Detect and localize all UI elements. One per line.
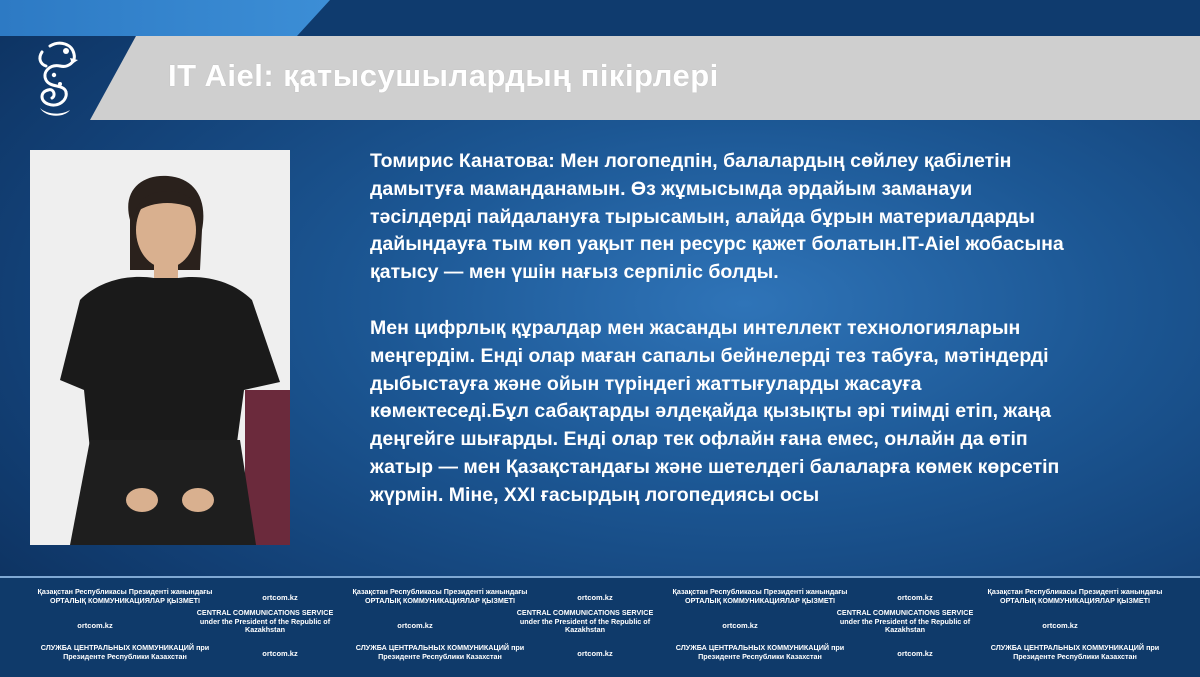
footer-url: ortcom.kz: [262, 649, 298, 658]
footer-kz-label: Қазақстан Республикасы Президенті жанындағы ОРТАЛЫҚ КОММУНИКАЦИЯЛАР ҚЫЗМЕТІ: [37, 587, 213, 605]
footer-kz-label: Қазақстан Республикасы Президенті жанындағы ОРТАЛЫҚ КОММУНИКАЦИЯЛАР ҚЫЗМЕТІ: [672, 587, 848, 605]
footer-url: ortcom.kz: [897, 593, 933, 602]
footer-url: ortcom.kz: [577, 649, 613, 658]
corner-accent: [0, 0, 330, 36]
footer-url: ortcom.kz: [397, 621, 433, 630]
footer-en-label: CENTRAL COMMUNICATIONS SERVICE under the President of the Republic of Kazakhstan: [516, 608, 654, 634]
footer-url: ortcom.kz: [77, 621, 113, 630]
footer-url: ortcom.kz: [722, 621, 758, 630]
footer-en-label: CENTRAL COMMUNICATIONS SERVICE under the President of the Republic of Kazakhstan: [196, 608, 334, 634]
footer-ru-label: СЛУЖБА ЦЕНТРАЛЬНЫХ КОММУНИКАЦИЙ при Президенте Республики Казахстан: [990, 643, 1160, 661]
snow-leopard-logo-icon: [30, 38, 82, 118]
footer-ru-label: СЛУЖБА ЦЕНТРАЛЬНЫХ КОММУНИКАЦИЙ при Президенте Республики Казахстан: [355, 643, 525, 661]
footer-kz-label: Қазақстан Республикасы Президенті жанындағы ОРТАЛЫҚ КОММУНИКАЦИЯЛАР ҚЫЗМЕТІ: [987, 587, 1163, 605]
footer-kz-label: Қазақстан Республикасы Президенті жанындағы ОРТАЛЫҚ КОММУНИКАЦИЯЛАР ҚЫЗМЕТІ: [352, 587, 528, 605]
footer-watermark: [0, 576, 1200, 677]
page-title: IT Aiel: қатысушылардың пікірлері: [168, 58, 719, 93]
testimonial-paragraph: Томирис Канатова: Мен логопедпін, балалардың сөйлеу қабілетін дамытуға маманданамын. Өз жұмысымда әрдайым заманауи тәсілдерді пайдалануға тырысамын, алайда бұрын материалдарды дайындауға тым көп уақыт пен ресурс қажет болатын.IT-Aiel жобасына қатысу — мен үшін нағыз серпіліс болды.: [370, 150, 1064, 284]
testimonial-paragraph: Мен цифрлық құралдар мен жасанды интеллект технологияларын меңгердім. Енді олар маған сапалы бейнелерді тез табуға, мәтіндерді дыбыстауға және ойын түріндегі жаттығуларды жасауға көмектеседі.Бұл сабақтарды әлдеқайда қызықты әрі тиімді етіп, жаңа деңгейге шығарды. Енді олар тек офлайн ғана емес, онлайн да өтіп жатыр — мен Қазақстандағы және шетелдегі балаларға көмек көрсетіп жүрмін. Міне, XXI ғасырдың логопедиясы осы: [370, 316, 1060, 506]
footer-url: ortcom.kz: [577, 593, 613, 602]
footer-ru-label: СЛУЖБА ЦЕНТРАЛЬНЫХ КОММУНИКАЦИЙ при Президенте Республики Казахстан: [675, 643, 845, 661]
footer-url: ortcom.kz: [897, 649, 933, 658]
footer-url: ortcom.kz: [262, 593, 298, 602]
footer-url: ortcom.kz: [1042, 621, 1078, 630]
testimonial-text: [370, 148, 1070, 510]
participant-photo: [30, 150, 290, 545]
footer-en-label: CENTRAL COMMUNICATIONS SERVICE under the President of the Republic of Kazakhstan: [836, 608, 974, 634]
footer-ru-label: СЛУЖБА ЦЕНТРАЛЬНЫХ КОММУНИКАЦИЙ при Президенте Республики Казахстан: [40, 643, 210, 661]
